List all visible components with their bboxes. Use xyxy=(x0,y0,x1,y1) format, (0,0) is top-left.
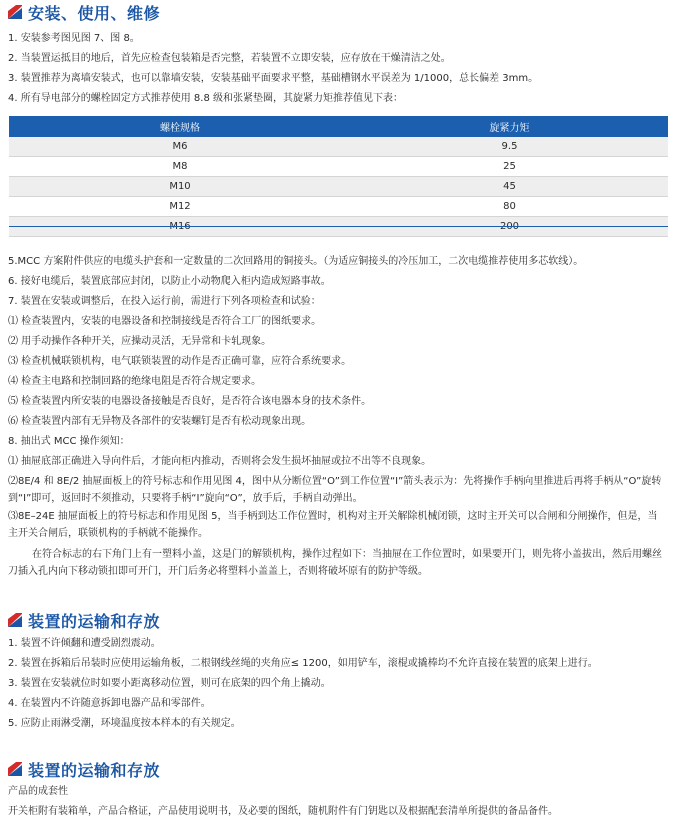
bolt-spec-cell: M12 xyxy=(9,197,351,217)
list-item: 6. 接好电缆后，装置底部应封闭，以防止小动物爬入柜内造成短路事故。 xyxy=(8,276,331,287)
section-title: 装置的运输和存放 xyxy=(28,760,161,780)
section-heading-transport xyxy=(8,609,160,631)
completeness-text: 开关柜附有装箱单，产品合格证，产品使用说明书，及必要的图纸，随机附件有门钥匙以及根据配套清单所提供的备品备件。 xyxy=(8,806,558,817)
section-title: 安装、使用、维修 xyxy=(28,3,161,23)
paragraph-8e24e: ⑶8E–24E 抽屉面板上的符号标志和作用见图 5，当手柄到达工作位置时，机构对主开关解除机械闭锁，这时主开关可以合闸和分闸操作，但是，当主开关合闸后，联锁机构的手柄就不能操作。 xyxy=(8,511,658,539)
list-item: 3. 装置推荐为离墙安装式，也可以靠墙安装，安装基础平面要求平整，基础槽钢水平误差为 1/1000，总长偏差 3mm。 xyxy=(8,73,539,84)
list-item: 3. 装置在安装就位时如要小距离移动位置，则可在底架的四个角上撬动。 xyxy=(8,678,331,689)
list-item: ⑸ 检查装置内所安装的电器设备接触是否良好，是否符合该电器本身的技术条件。 xyxy=(8,396,372,407)
list-item: 5. 应防止雨淋受潮，环境温度按本样本的有关规定。 xyxy=(8,718,241,729)
bolt-spec-cell: M10 xyxy=(9,177,351,197)
red-blue-diagonal-flag-icon xyxy=(8,613,22,627)
list-item: 5.MCC 方案附件供应的电缆头护套和一定数量的二次回路用的铜接头。（为适应铜接头的冷压加工，二次电缆推荐使用多芯软线）。 xyxy=(8,256,584,267)
list-item: ⑵ 用手动操作各种开关，应操动灵活，无异常和卡轧现象。 xyxy=(8,336,272,347)
list-item: 4. 所有导电部分的螺栓固定方式推荐使用 8.8 级和张紧垫圈，其旋紧力矩推荐值见下表： xyxy=(8,93,403,104)
section-heading-install xyxy=(8,1,160,23)
table-row xyxy=(9,137,668,157)
table-bottom-rule xyxy=(9,226,668,227)
section-title: 装置的运输和存放 xyxy=(28,611,161,631)
paragraph-8e4-8e2: ⑵8E/4 和 8E/2 抽屉面板上的符号标志和作用见图 4，图中从分断位置“O”到工作位置“I”箭头表示为：先将操作手柄向里推进后再将手柄从“O”旋转到“I”即可，返回时不须推动，只要将手柄“I”旋向“O”，放手后，手柄自动弹出。 xyxy=(8,476,662,504)
red-blue-diagonal-flag-icon xyxy=(8,762,22,776)
column-header-bolt-spec: 螺栓规格 xyxy=(9,116,351,137)
list-item: 2. 当装置运抵目的地后，首先应检查包装箱是否完整，若装置不立即安装，应存放在干燥清洁之处。 xyxy=(8,53,451,64)
list-item: ⑹ 检查装置内部有无异物及各部件的安装螺钉是否有松动现象出现。 xyxy=(8,416,312,427)
bolt-spec-cell: M8 xyxy=(9,157,351,177)
torque-cell: 80 xyxy=(351,197,668,217)
torque-cell: 25 xyxy=(351,157,668,177)
table-row xyxy=(9,197,668,217)
list-item: ⑷ 检查主电路和控制回路的绝缘电阻是否符合规定要求。 xyxy=(8,376,262,387)
list-item: 1. 安装参考图见图 7、图 8。 xyxy=(8,33,140,44)
table-row xyxy=(9,177,668,197)
table-header-row xyxy=(9,116,668,137)
list-item: 7. 装置在安装或调整后，在投入运行前，需进行下列各项检查和试验： xyxy=(8,296,321,307)
subsection-title: 产品的成套性 xyxy=(8,786,68,797)
list-item: 8. 抽出式 MCC 操作须知： xyxy=(8,436,130,447)
section-heading-completeness xyxy=(8,758,160,780)
torque-cell: 45 xyxy=(351,177,668,197)
bolt-spec-cell: M6 xyxy=(9,137,351,157)
red-blue-diagonal-flag-icon xyxy=(8,5,22,19)
list-item: 2. 装置在拆箱后吊装时应使用运输角板，二根钢线丝绳的夹角应≤ 1200，如用铲车，滚棍或撬棒均不允许直接在装置的底架上进行。 xyxy=(8,658,598,669)
list-item: ⑴ 抽屉底部正确进入导向件后，才能向柜内推动，否则将会发生损坏抽屉或拉不出等不良现象。 xyxy=(8,456,432,467)
list-item: 4. 在装置内不许随意拆卸电器产品和零部件。 xyxy=(8,698,211,709)
table-row xyxy=(9,157,668,177)
paragraph-door-unlock: 在符合标志的右下角门上有一塑料小盖，这是门的解锁机构，操作过程如下：当抽屉在工作位置时，如果要开门，则先将小盖拔出，然后用螺丝刀插入孔内向下移动锁扣即可开门，开门后务必将塑料小盖盖上，否则将破坏原有的防护等级。 xyxy=(8,549,662,577)
list-item: 1. 装置不许倾翻和遭受剧烈震动。 xyxy=(8,638,161,649)
list-item: ⑶ 检查机械联锁机构，电气联锁装置的动作是否正确可靠，应符合系统要求。 xyxy=(8,356,352,367)
list-item: ⑴ 检查装置内，安装的电器设备和控制接线是否符合工厂的图纸要求。 xyxy=(8,316,322,327)
bolt-torque-table xyxy=(9,116,668,237)
column-header-torque: 旋紧力矩 xyxy=(351,116,668,137)
torque-cell: 9.5 xyxy=(351,137,668,157)
